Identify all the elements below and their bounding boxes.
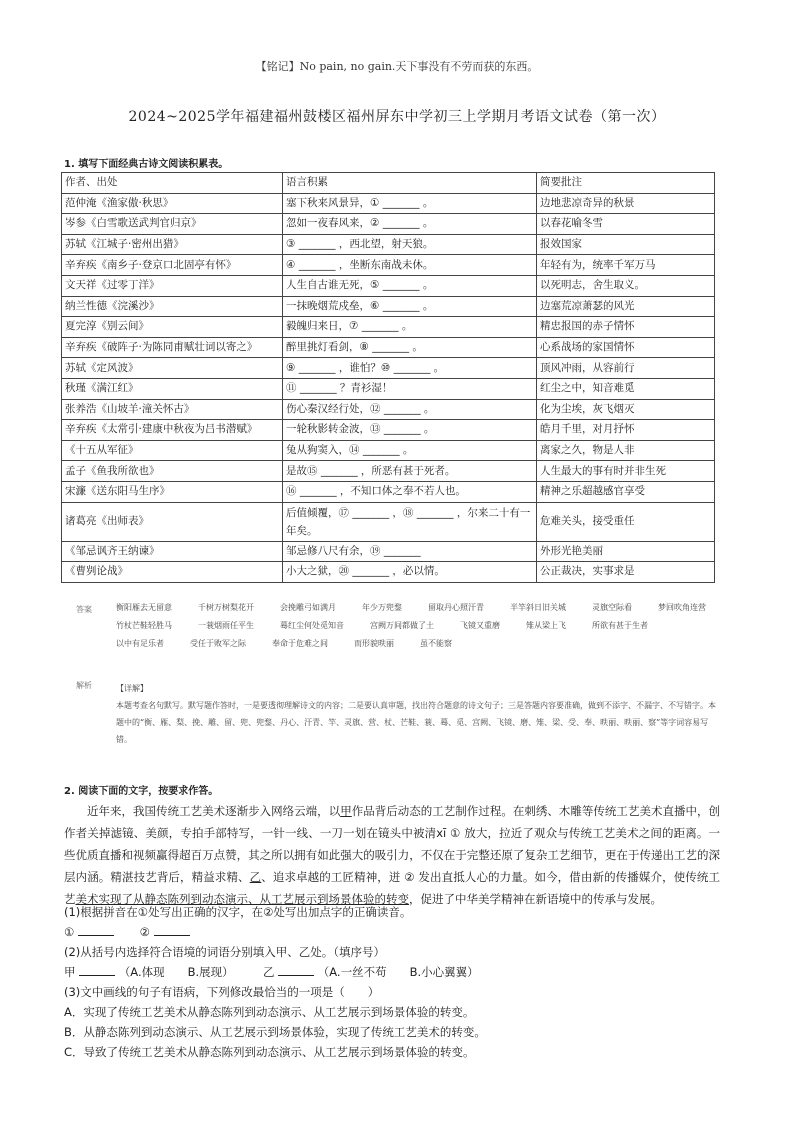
jia-options: （A.体现 B.展现） bbox=[118, 965, 234, 979]
note-cell: 皓月千里，对月抒怀 bbox=[537, 420, 715, 441]
note-cell: 边塞荒凉萧瑟的风光 bbox=[537, 296, 715, 317]
author-source-cell: 辛弃疾《南乡子·登京口北固亭有怀》 bbox=[62, 255, 283, 276]
answer-item: 飞镜又重磨 bbox=[460, 621, 500, 630]
answer-blank[interactable] bbox=[79, 963, 115, 976]
author-source-cell: 《邹忌讽齐王纳谏》 bbox=[62, 541, 283, 562]
yi-options: （A.一丝不苟 B.小心翼翼） bbox=[317, 965, 479, 979]
note-cell: 精忠报国的赤子情怀 bbox=[537, 317, 715, 338]
explanation-label: 解析 bbox=[76, 681, 92, 690]
answer-item: 梦回吹角连营 bbox=[658, 603, 706, 612]
verse-cell: 邹忌修八尺有余，⑲ _______ bbox=[283, 541, 537, 562]
author-source-cell: 《曹刿论战》 bbox=[62, 562, 283, 583]
verse-cell: 小大之狱，⑳ _______ ，必以情。 bbox=[283, 562, 537, 583]
option-a[interactable]: A．实现了传统工艺美术从静态陈列到动态演示、从工艺展示到场景体验的转变。 bbox=[64, 1005, 475, 1019]
answer-item: 虽不能察 bbox=[420, 639, 452, 648]
table-row bbox=[62, 214, 715, 235]
answer-item: 竹杖芒鞋轻胜马 bbox=[116, 621, 172, 630]
explanation-heading: 【详解】 bbox=[116, 684, 148, 693]
blank-yi: 乙 bbox=[249, 870, 262, 884]
author-source-cell: 纳兰性德《浣溪沙》 bbox=[62, 296, 283, 317]
blank-2-label: ② bbox=[139, 925, 150, 939]
explanation-text: 本题考查名句默写。默写题作答时，一是要透彻理解诗文的内容；二是要认真审题，找出符合题意的诗文句子；三是答题内容要准确，做到不添字、不漏字、不写错字。本题中的“衡、雁、梨、挽、雕、留、兜、兜鍪、丹心、汗青、竿、灵旗、营、杖、芒鞋、蓑、蓦、觅、宫阙、飞镜、磨、雉、梁、受、奉、昳丽、昳丽、察”等字词容易写错。 bbox=[116, 701, 716, 744]
answer-item: 一蓑烟雨任平生 bbox=[198, 621, 254, 630]
answer-item: 衡阳雁去无留意 bbox=[116, 603, 172, 612]
table-row bbox=[62, 234, 715, 255]
verse-cell: 一轮秋影转金波，⑬ _______ 。 bbox=[283, 420, 537, 441]
answer-item: 所欲有甚于生者 bbox=[592, 621, 648, 630]
author-source-cell: 岑参《白雪歌送武判官归京》 bbox=[62, 214, 283, 235]
table-row bbox=[62, 378, 715, 399]
underlined-sentence: 美术实现了从静态陈列到动态演示、从工艺展示到场景体验的转变 bbox=[75, 892, 409, 906]
answer-blank[interactable] bbox=[154, 923, 190, 936]
answer-item: 宫阙万间都做了土 bbox=[370, 621, 434, 630]
answer-item: 奉命于危难之间 bbox=[272, 639, 328, 648]
table-header-row bbox=[62, 173, 715, 194]
blank-jia: 甲 bbox=[340, 804, 352, 818]
verse-cell: 伤心秦汉经行处，⑫ _______ 。 bbox=[283, 399, 537, 420]
author-source-cell: 夏完淳《别云间》 bbox=[62, 317, 283, 338]
table-row bbox=[62, 502, 715, 541]
table-row bbox=[62, 562, 715, 583]
option-b[interactable]: B．从静态陈列到动态演示、从工艺展示到场景体验，实现了传统工艺美术的转变。 bbox=[64, 1025, 486, 1039]
author-source-cell: 苏轼《江城子·密州出猎》 bbox=[62, 234, 283, 255]
author-source-cell: 辛弃疾《太常引·建康中秋夜为吕书潜赋》 bbox=[62, 420, 283, 441]
table-row bbox=[62, 358, 715, 379]
note-cell: 红尘之中，知音难觅 bbox=[537, 378, 715, 399]
answer-item: 灵旗空际看 bbox=[592, 603, 632, 612]
author-source-cell: 苏轼《定风波》 bbox=[62, 358, 283, 379]
answer-blank[interactable] bbox=[78, 923, 114, 936]
table-row bbox=[62, 337, 715, 358]
answer-item: 会挽雕弓如满月 bbox=[280, 603, 336, 612]
sub-question-3: (3)文中画线的句子有语病，下列修改最恰当的一项是（ ） bbox=[64, 985, 380, 999]
explanation-body bbox=[116, 680, 716, 748]
answer-blank[interactable] bbox=[278, 963, 314, 976]
note-cell: 化为尘埃，灰飞烟灭 bbox=[537, 399, 715, 420]
verse-cell: 忽如一夜春风来，② _______ 。 bbox=[283, 214, 537, 235]
note-cell: 边地悲凉奇异的秋景 bbox=[537, 193, 715, 214]
column-header: 简要批注 bbox=[537, 173, 715, 194]
passage-text: 作品背后动态的工艺制作过程。在刺绣、木雕等传统工艺美术直播中，创作者关掉滤镜、美颜，专拍手部特写，一针一线、一刀一划在镜头中被清xī ① 放大，拉近了观众与传统工艺美术之间的距离。一些优质直播和视频赢得超百万点赞，其之所以拥有如此强大的吸引力，不仅在于完整还原了复杂工艺细节，更在于传递出工艺的深层内涵。精湛技艺背后，精益求精、 bbox=[64, 804, 721, 884]
author-source-cell: 《十五从军征》 bbox=[62, 440, 283, 461]
author-source-cell: 秋瑾《满江红》 bbox=[62, 378, 283, 399]
note-cell: 年轻有为，统率千军万马 bbox=[537, 255, 715, 276]
verse-cell: 塞下秋来风景异，① _______ 。 bbox=[283, 193, 537, 214]
note-cell: 报效国家 bbox=[537, 234, 715, 255]
column-header: 作者、出处 bbox=[62, 173, 283, 194]
poetry-table bbox=[61, 172, 715, 583]
note-cell: 外形光艳美丽 bbox=[537, 541, 715, 562]
answer-item: 以中有足乐者 bbox=[116, 639, 164, 648]
column-header: 语言积累 bbox=[283, 173, 537, 194]
sub-question-1-blanks bbox=[64, 922, 720, 942]
answer-item: 年少万兜鍪 bbox=[362, 603, 402, 612]
note-cell: 危难关头，接受重任 bbox=[537, 502, 715, 541]
answer-item: 留取丹心照汗青 bbox=[428, 603, 484, 612]
sub-question-2-choices bbox=[64, 962, 720, 982]
table-row bbox=[62, 296, 715, 317]
answer-item: 半竿斜日旧关城 bbox=[510, 603, 566, 612]
note-cell: 顶风冲雨，从容前行 bbox=[537, 358, 715, 379]
author-source-cell: 诸葛亮《出师表》 bbox=[62, 502, 283, 541]
answer-list bbox=[116, 600, 716, 652]
verse-cell: 后值倾覆，⑰ _______ ，⑱ _______ ，尔来二十有一年矣。 bbox=[283, 502, 537, 541]
passage-text: 近年来，我国传统工艺美术逐渐步入网络云端，以 bbox=[87, 804, 341, 818]
verse-cell: ⑪ _______ ？青衫湿！ bbox=[283, 378, 537, 399]
note-cell: 人生最大的事有时并非生死 bbox=[537, 461, 715, 482]
verse-cell: 一抹晚烟荒戍垒，⑥ _______ 。 bbox=[283, 296, 537, 317]
answer-item: 而形貌昳丽 bbox=[354, 639, 394, 648]
verse-cell: ⑨ _______ ，谁怕？⑩ _______ 。 bbox=[283, 358, 537, 379]
jia-label: 甲 bbox=[64, 965, 76, 979]
sub-question-1: (1)根据拼音在①处写出正确的汉字，在②处写出加点字的正确读音。 bbox=[64, 905, 412, 919]
option-c[interactable]: C．导致了传统工艺美术从静态陈列到动态演示、从工艺展示到场景体验的转变。 bbox=[64, 1045, 475, 1059]
author-source-cell: 孟子《鱼我所欲也》 bbox=[62, 461, 283, 482]
note-cell: 精神之乐超越感官享受 bbox=[537, 481, 715, 502]
table-row bbox=[62, 193, 715, 214]
note-cell: 心系战场的家国情怀 bbox=[537, 337, 715, 358]
page-title: 2024~2025学年福建福州鼓楼区福州屏东中学初三上学期月考语文试卷（第一次） bbox=[128, 109, 666, 125]
author-source-cell: 文天祥《过零丁洋》 bbox=[62, 275, 283, 296]
answer-item: 蓦红尘何处觅知音 bbox=[280, 621, 344, 630]
passage-text: 、追求卓越的工匠精神，迸 ② 发出直抵人心的力量。如今，借由新的传播媒介，使传统工艺 bbox=[64, 870, 721, 906]
note-cell: 公正裁决，实事求是 bbox=[537, 562, 715, 583]
reading-passage bbox=[64, 800, 720, 910]
author-source-cell: 张养浩《山坡羊·潼关怀古》 bbox=[62, 399, 283, 420]
table-row bbox=[62, 255, 715, 276]
verse-cell: 人生自古谁无死，⑤ _______ 。 bbox=[283, 275, 537, 296]
table-row bbox=[62, 541, 715, 562]
verse-cell: ④ _______ ，坐断东南战未休。 bbox=[283, 255, 537, 276]
answer-label: 答案 bbox=[76, 605, 92, 614]
table-row bbox=[62, 461, 715, 482]
table-row bbox=[62, 440, 715, 461]
table-row bbox=[62, 399, 715, 420]
verse-cell: ③ _______ ，西北望，射天狼。 bbox=[283, 234, 537, 255]
question-1-heading: 1. 填写下面经典古诗文阅读积累表。 bbox=[64, 159, 229, 170]
author-source-cell: 范仲淹《渔家傲·秋思》 bbox=[62, 193, 283, 214]
table-row bbox=[62, 275, 715, 296]
table-row bbox=[62, 481, 715, 502]
verse-cell: 是故⑮ _______ ，所恶有甚于死者。 bbox=[283, 461, 537, 482]
sub-question-2: (2)从括号内选择符合语境的词语分别填入甲、乙处。（填序号） bbox=[64, 945, 386, 959]
table-row bbox=[62, 317, 715, 338]
page-motto: 【铭记】No pain, no gain.天下事没有不劳而获的东西。 bbox=[255, 60, 539, 73]
blank-1-label: ① bbox=[64, 925, 75, 939]
author-source-cell: 辛弃疾《破阵子·为陈同甫赋壮词以寄之》 bbox=[62, 337, 283, 358]
verse-cell: 醉里挑灯看剑，⑧ _______ 。 bbox=[283, 337, 537, 358]
note-cell: 以死明志，舍生取义。 bbox=[537, 275, 715, 296]
answer-item: 千树万树梨花开 bbox=[198, 603, 254, 612]
verse-cell: ⑯ _______ ，不知口体之奉不若人也。 bbox=[283, 481, 537, 502]
note-cell: 以春花喻冬雪 bbox=[537, 214, 715, 235]
answer-item: 雉从梁上飞 bbox=[526, 621, 566, 630]
verse-cell: 毅魄归来日，⑦ _______ 。 bbox=[283, 317, 537, 338]
answer-item: 受任于败军之际 bbox=[190, 639, 246, 648]
table-row bbox=[62, 420, 715, 441]
verse-cell: 兔从狗窦入，⑭ _______ 。 bbox=[283, 440, 537, 461]
author-source-cell: 宋濂《送东阳马生序》 bbox=[62, 481, 283, 502]
note-cell: 离家之久，物是人非 bbox=[537, 440, 715, 461]
passage-text: ，促进了中华美学精神在新语境中的传承与发展。 bbox=[409, 892, 662, 906]
yi-label: 乙 bbox=[262, 965, 275, 979]
question-2-heading: 2. 阅读下面的文字，按要求作答。 bbox=[64, 786, 219, 797]
